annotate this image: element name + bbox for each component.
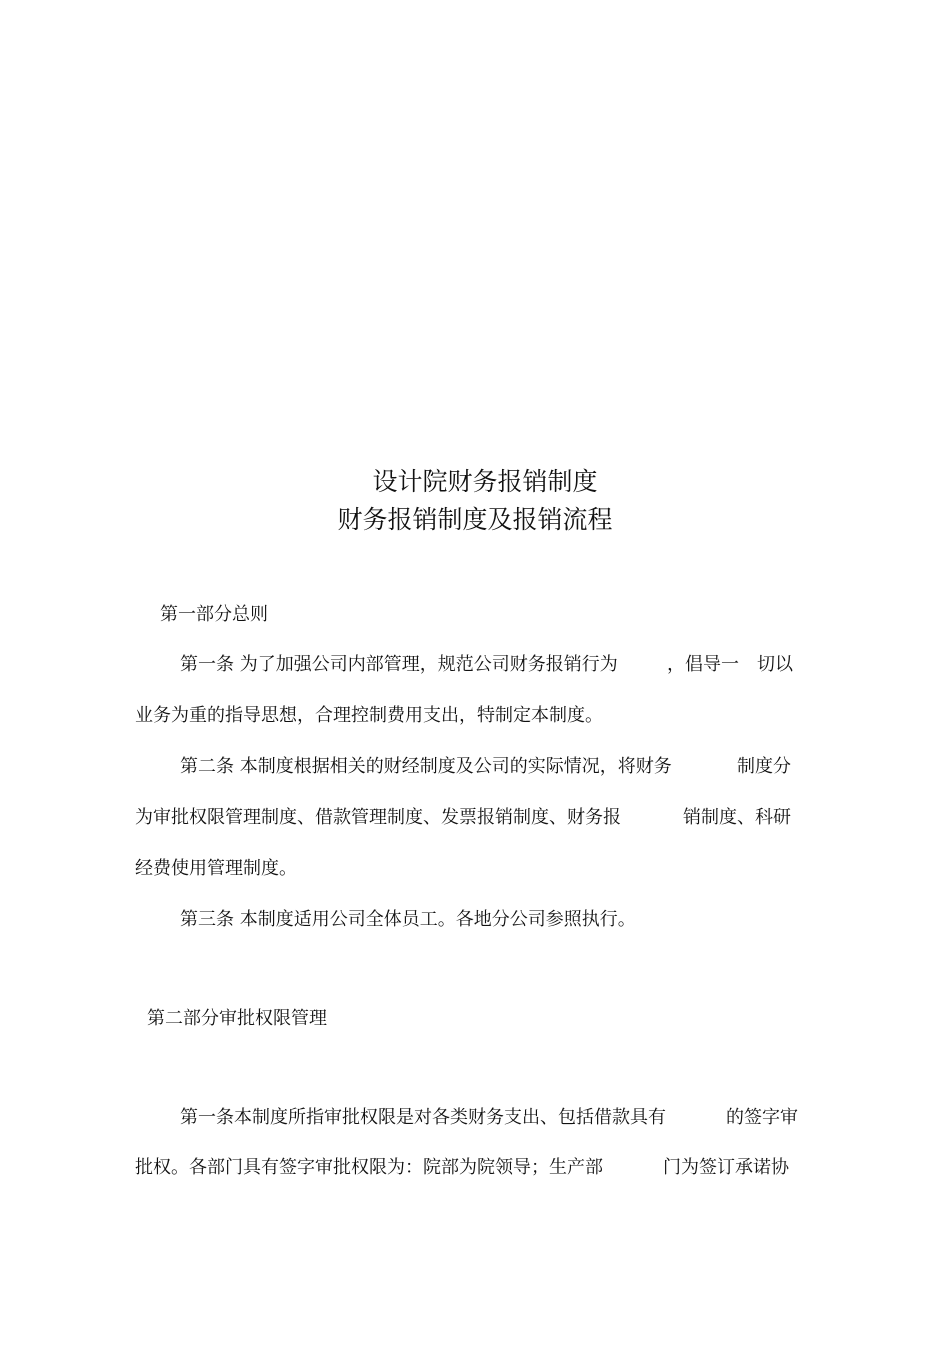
text-segment: 第一条 为了加强公司内部管理，规范公司财务报销行为 xyxy=(180,654,618,675)
part1-article1-line1-end xyxy=(757,653,793,677)
part1-heading: 第一部分总则 xyxy=(160,604,268,625)
part1-article2-line1-end: 制度分 xyxy=(737,756,791,777)
part1-article2-line3: 经费使用管理制度。 xyxy=(135,858,297,879)
part1-article1-line1-cont xyxy=(667,653,739,677)
part1-article1-line1 xyxy=(180,653,618,677)
text-segment: 切以 xyxy=(757,654,793,675)
document-subtitle: 财务报销制度及报销流程 xyxy=(337,505,613,534)
document-title: 设计院财务报销制度 xyxy=(372,467,598,496)
part2-article1-line1: 第一条本制度所指审批权限是对各类财务支出、包括借款具有 xyxy=(180,1107,666,1128)
part2-article1-line1-end: 的签字审 xyxy=(726,1107,798,1128)
part1-article1-line2: 业务为重的指导思想，合理控制费用支出，特制定本制度。 xyxy=(135,705,603,726)
part2-article1-line2-end: 门为签订承诺协 xyxy=(663,1157,789,1178)
part2-article1-line2: 批权。各部门具有签字审批权限为：院部为院领导；生产部 xyxy=(135,1157,603,1178)
part1-article2-line1: 第二条 本制度根据相关的财经制度及公司的实际情况，将财务 xyxy=(180,756,672,777)
part2-heading: 第二部分审批权限管理 xyxy=(147,1008,327,1029)
part1-article2-line2-end: 销制度、科研 xyxy=(683,807,791,828)
part1-article2-line2: 为审批权限管理制度、借款管理制度、发票报销制度、财务报 xyxy=(135,807,621,828)
text-segment: ，倡导一 xyxy=(667,654,739,675)
part1-article3-line1: 第三条 本制度适用公司全体员工。各地分公司参照执行。 xyxy=(180,909,636,930)
